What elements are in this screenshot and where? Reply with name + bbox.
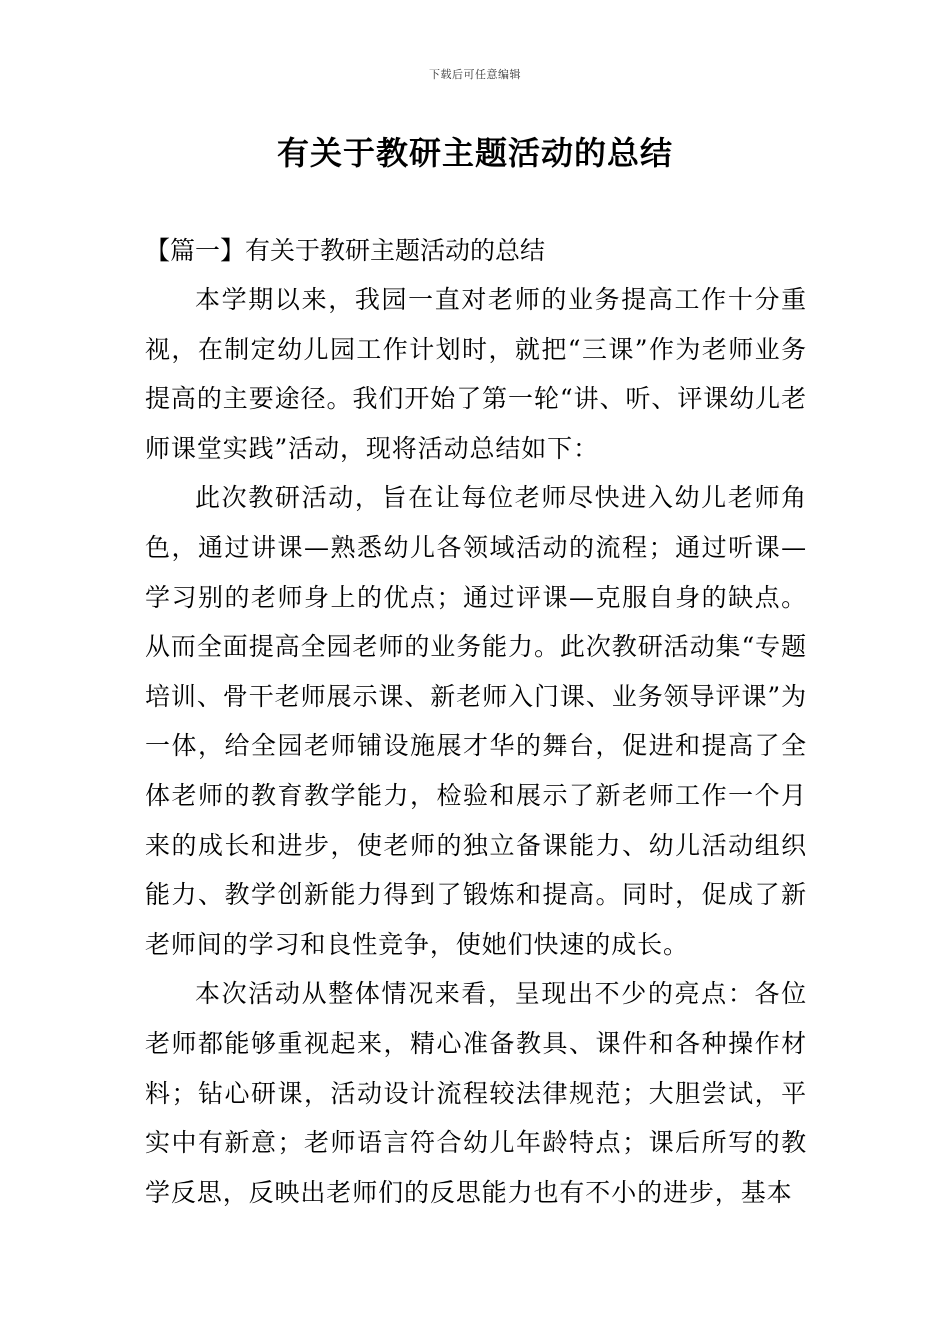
header-note: 下载后可任意编辑 <box>429 68 521 81</box>
section-heading: 【篇一】有关于教研主题活动的总结 <box>145 236 546 265</box>
document-title: 有关于教研主题活动的总结 <box>276 134 673 172</box>
paragraph-2: 此次教研活动，旨在让每位老师尽快进入幼儿老师角色，通过讲课—熟悉幼儿各领域活动的流程；通过听课—学习别的老师身上的优点；通过评课—克服自身的缺点。从而全面提高全园老师的业务能力。此次教研活动集“专题培训、骨干老师展示课、新老师入门课、业务领导评课”为一体，给全园老师铺设施展才华的舞台，促进和提高了全体老师的教育教学能力，检验和展示了新老师工作一个月来的成长和进步，使老师的独立备课能力、幼儿活动组织能力、教学创新能力得到了锻炼和提高。同时，促成了新老师间的学习和良性竞争，使她们快速的成长。 <box>145 483 807 959</box>
paragraph-1: 本学期以来，我园一直对老师的业务提高工作十分重视，在制定幼儿园工作计划时，就把“三课”作为老师业务提高的主要途径。我们开始了第一轮“讲、听、评课幼儿老师课堂实践”活动，现将活动总结如下： <box>145 285 807 463</box>
paragraph-3: 本次活动从整体情况来看，呈现出不少的亮点：各位老师都能够重视起来，精心准备教具、课件和各种操作材料；钻心研课，活动设计流程较法律规范；大胆尝试，平实中有新意；老师语言符合幼儿年龄特点；课后所写的教学反思，反映出老师们的反思能力也有不小的进步，基本 <box>145 979 807 1207</box>
document-body <box>145 226 807 1217</box>
